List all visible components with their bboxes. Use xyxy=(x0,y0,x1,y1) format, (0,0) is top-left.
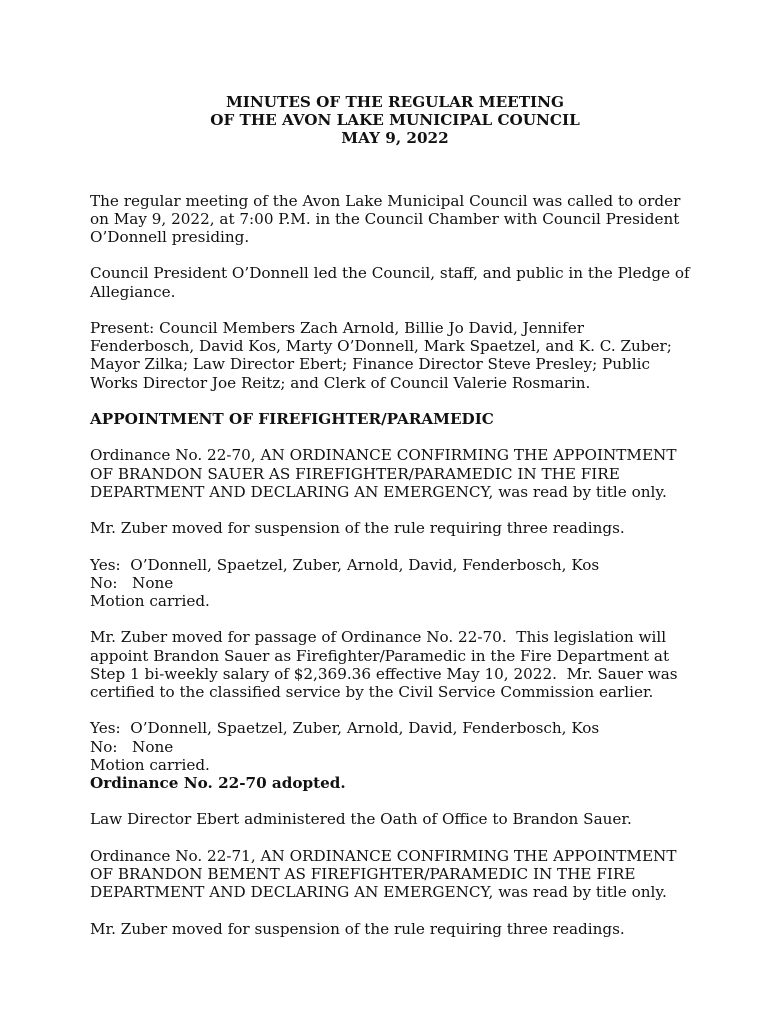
text-line: DEPARTMENT AND DECLARING AN EMERGENCY, was read by title only. xyxy=(90,482,667,501)
text-line: Mr. Zuber moved for suspension of the rule requiring three readings. xyxy=(90,919,625,938)
paragraph-ordinance-22-71 xyxy=(90,847,700,902)
paragraph-vote-2 xyxy=(90,719,700,792)
text-line: Council President O’Donnell led the Council, staff, and public in the Pledge of xyxy=(90,264,690,283)
paragraph-present xyxy=(90,319,700,392)
text-line: Ordinance No. 22-71, AN ORDINANCE CONFIRMING THE APPOINTMENT xyxy=(90,846,677,865)
heading-text: APPOINTMENT OF FIREFIGHTER/PARAMEDIC xyxy=(90,410,494,428)
text-line: Motion carried. xyxy=(90,755,210,774)
paragraph-suspension-motion-2 xyxy=(90,920,700,938)
text-line: No: None xyxy=(90,573,174,592)
text-line: Yes: O’Donnell, Spaetzel, Zuber, Arnold, David, Fenderbosch, Kos xyxy=(90,555,600,574)
text-line: DEPARTMENT AND DECLARING AN EMERGENCY, was read by title only. xyxy=(90,883,667,902)
document-page xyxy=(90,93,700,956)
paragraph-passage-motion xyxy=(90,628,700,701)
text-line: O’Donnell presiding. xyxy=(90,228,250,247)
paragraph-oath xyxy=(90,810,700,828)
title-line-3: MAY 9, 2022 xyxy=(341,129,449,148)
text-line: Mr. Zuber moved for suspension of the rule requiring three readings. xyxy=(90,519,625,538)
adopted-line: Ordinance No. 22-70 adopted. xyxy=(90,773,346,792)
text-line: Ordinance No. 22-70, AN ORDINANCE CONFIRMING THE APPOINTMENT xyxy=(90,446,677,465)
text-line: on May 9, 2022, at 7:00 P.M. in the Council Chamber with Council President xyxy=(90,209,680,228)
document-body xyxy=(90,192,700,938)
section-heading xyxy=(90,410,700,428)
text-line: Fenderbosch, David Kos, Marty O’Donnell, Mark Spaetzel, and K. C. Zuber; xyxy=(90,337,672,356)
title-line-1: MINUTES OF THE REGULAR MEETING xyxy=(226,93,564,111)
text-line: OF BRANDON SAUER AS FIREFIGHTER/PARAMEDIC IN THE FIRE xyxy=(90,464,620,483)
text-line: Step 1 bi-weekly salary of $2,369.36 effective May 10, 2022. Mr. Sauer was xyxy=(90,664,678,683)
paragraph-ordinance-22-70 xyxy=(90,446,700,501)
text-line: Works Director Joe Reitz; and Clerk of Council Valerie Rosmarin. xyxy=(90,373,591,392)
text-line: Motion carried. xyxy=(90,591,210,610)
paragraph-pledge xyxy=(90,264,700,300)
text-line: certified to the classified service by the Civil Service Commission earlier. xyxy=(90,682,654,701)
text-line: Allegiance. xyxy=(90,282,176,301)
text-line: Mayor Zilka; Law Director Ebert; Finance Director Steve Presley; Public xyxy=(90,355,651,374)
paragraph-suspension-motion-1 xyxy=(90,519,700,537)
text-line: No: None xyxy=(90,737,174,756)
text-line: OF BRANDON BEMENT AS FIREFIGHTER/PARAMEDIC IN THE FIRE xyxy=(90,864,636,883)
text-line: Present: Council Members Zach Arnold, Billie Jo David, Jennifer xyxy=(90,319,584,337)
document-title xyxy=(90,93,700,148)
title-line-2: OF THE AVON LAKE MUNICIPAL COUNCIL xyxy=(210,111,580,130)
text-line: Mr. Zuber moved for passage of Ordinance No. 22-70. This legislation will xyxy=(90,628,667,647)
paragraph-call-to-order xyxy=(90,192,700,247)
text-line: appoint Brandon Sauer as Firefighter/Paramedic in the Fire Department at xyxy=(90,646,670,665)
paragraph-vote-1 xyxy=(90,556,700,611)
text-line: Law Director Ebert administered the Oath of Office to Brandon Sauer. xyxy=(90,810,632,829)
text-line: The regular meeting of the Avon Lake Municipal Council was called to order xyxy=(90,191,681,210)
text-line: Yes: O’Donnell, Spaetzel, Zuber, Arnold, David, Fenderbosch, Kos xyxy=(90,719,600,738)
